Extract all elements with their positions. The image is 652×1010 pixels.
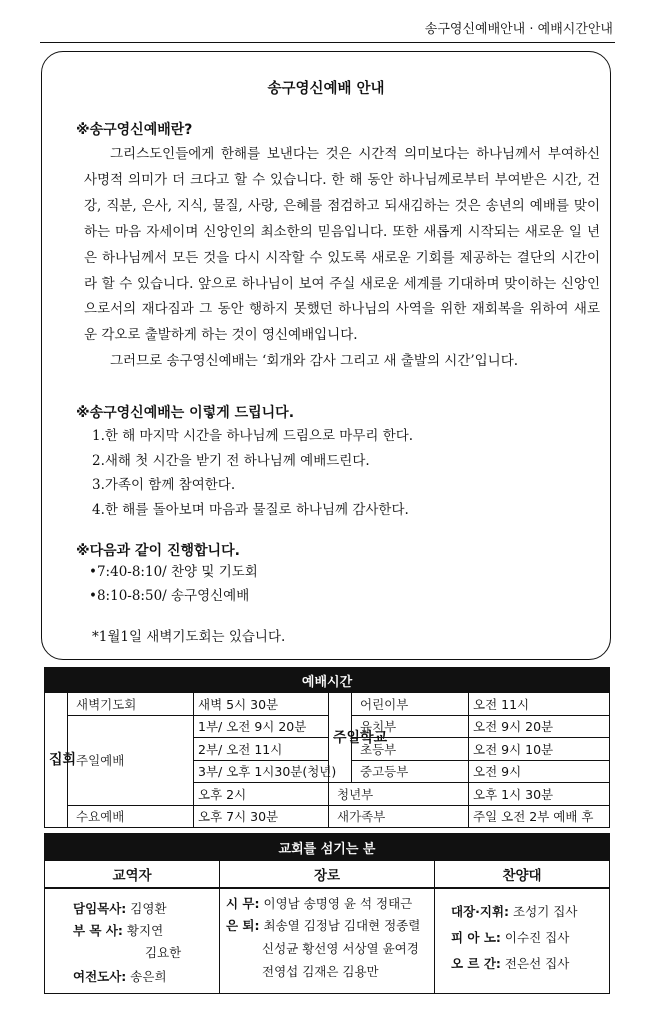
minister-row: 부 목 사: 황지연 [73, 923, 164, 938]
list-item: 4.한 해를 돌아보며 마음과 물질로 하나님께 감사한다. [92, 502, 409, 519]
service-time-dawn: 새벽 5시 30분 [194, 693, 329, 716]
school-time: 오전 9시 [469, 760, 610, 783]
school-label: 초등부 [352, 738, 469, 761]
minister-row: 여전도사: 송은희 [73, 969, 167, 984]
elders-active-row: 시 무: 이영남 송명영 윤 석 정태근 [226, 896, 413, 911]
service-time-wednesday: 오후 7시 30분 [194, 805, 329, 828]
school-label: 청년부 [329, 783, 469, 806]
school-label: 새가족부 [329, 805, 469, 828]
list-item: •7:40-8:10/ 찬양 및 기도회 [89, 564, 258, 580]
list-item: 1.한 해 마지막 시간을 하나님께 드림으로 마무리 한다. [92, 428, 414, 444]
choir-row: 오 르 간: 전은선 집사 [451, 956, 570, 971]
guide-box [41, 51, 611, 660]
list-item: 3.가족이 함께 참여한다. [92, 477, 236, 494]
minister-row: 담임목사: 김영환 [73, 901, 167, 916]
choir-cell [435, 888, 610, 994]
guide-paragraphs [84, 142, 600, 375]
column-header-choir: 찬양대 [435, 861, 610, 889]
service-label-dawn: 새벽기도회 [68, 693, 194, 716]
header-title: 송구영신예배안내 · 예배시간안내 [424, 22, 613, 37]
group-label-sunday-school: 주일학교 [329, 693, 352, 783]
section-heading-what: ※송구영신예배란? [76, 122, 193, 138]
page-header [40, 10, 615, 43]
choir-row: 피 아 노: 이수진 집사 [451, 930, 570, 945]
elders-cell [220, 888, 435, 994]
school-label: 어린이부 [352, 693, 469, 716]
service-time-sunday: 3부/ 오후 1시30분(청년) [194, 760, 329, 783]
dawn-prayer-note: *1월1일 새벽기도회는 있습니다. [92, 629, 286, 645]
section-heading-order: ※다음과 같이 진행합니다. [76, 543, 240, 559]
column-header-elders: 장로 [220, 861, 435, 889]
staff-title: 교회를 섬기는 분 [45, 834, 610, 861]
service-time-sunday: 2부/ 오전 11시 [194, 738, 329, 761]
school-time: 오전 9시 10분 [469, 738, 610, 761]
choir-row: 대장·지휘: 조성기 집사 [451, 904, 578, 919]
list-item: •8:10-8:50/ 송구영신예배 [89, 588, 250, 604]
ministers-cell [45, 888, 220, 994]
group-label-gathering: 집회 [45, 693, 68, 828]
service-label-sunday: 주일예배 [68, 715, 194, 805]
school-label: 중고등부 [352, 760, 469, 783]
elders-retired-row: 신성균 황선영 서상열 윤여경 [262, 941, 419, 956]
service-times-title: 예배시간 [45, 668, 610, 693]
guide-title: 송구영신예배 안내 [267, 81, 385, 97]
elders-retired-row: 전영섭 김재은 김용만 [262, 964, 379, 979]
school-label: 유치부 [352, 715, 469, 738]
section-heading-how: ※송구영신예배는 이렇게 드립니다. [76, 405, 295, 421]
list-item: 2.새해 첫 시간을 받기 전 하나님께 예배드린다. [92, 452, 370, 469]
column-header-ministers: 교역자 [45, 861, 220, 889]
paragraph-meaning: 그리스도인들에게 한해를 보낸다는 것은 시간적 의미보다는 하나님께서 부여하신 사명적 의미가 더 크다고 할 수 있습니다. 한 해 동안 하나님께로부터 부여받은 시간, 건강, 직분, 은사, 지식, 물질, 사랑, 은혜를 점검하고 되새김하는 것은 송년의 예배를 맞이하는 마음 자세이며 신앙인의 최소한의 믿음입니다. 또한 새롭게 시작되는 새로운 일 년은 하나님께서 모든 것을 다시 시작할 수 있도록 새로운 기회를 제공하는 결단의 시간이라 할 수 있습니다. 앞으로 하나님이 보여 주실 새로운 세계를 기대하며 맞이하는 신앙인으로서의 재다짐과 그 동안 행하지 못했던 하나님의 사역을 위한 재회복을 위하여 새로운 각오로 출발하게 하는 것이 영신예배입니다. [84, 146, 600, 344]
order-list [89, 560, 258, 608]
school-time: 오전 11시 [469, 693, 610, 716]
paragraph-summary: 그러므로 송구영신예배는 ‘회개와 감사 그리고 새 출발의 시간’입니다. [110, 353, 519, 370]
minister-row: 김요한 [145, 945, 182, 960]
service-label-wednesday: 수요예배 [68, 805, 194, 828]
staff-table [44, 833, 610, 994]
how-list [92, 424, 413, 523]
service-time-sunday: 1부/ 오전 9시 20분 [194, 715, 329, 738]
school-time: 주일 오전 2부 예배 후 [469, 805, 610, 828]
service-time-sunday: 오후 2시 [194, 783, 329, 806]
service-times-table [44, 667, 610, 828]
elders-retired-row: 은 퇴: 최송열 김정남 김대현 정종렬 [226, 918, 421, 933]
school-time: 오후 1시 30분 [469, 783, 610, 806]
school-time: 오전 9시 20분 [469, 715, 610, 738]
